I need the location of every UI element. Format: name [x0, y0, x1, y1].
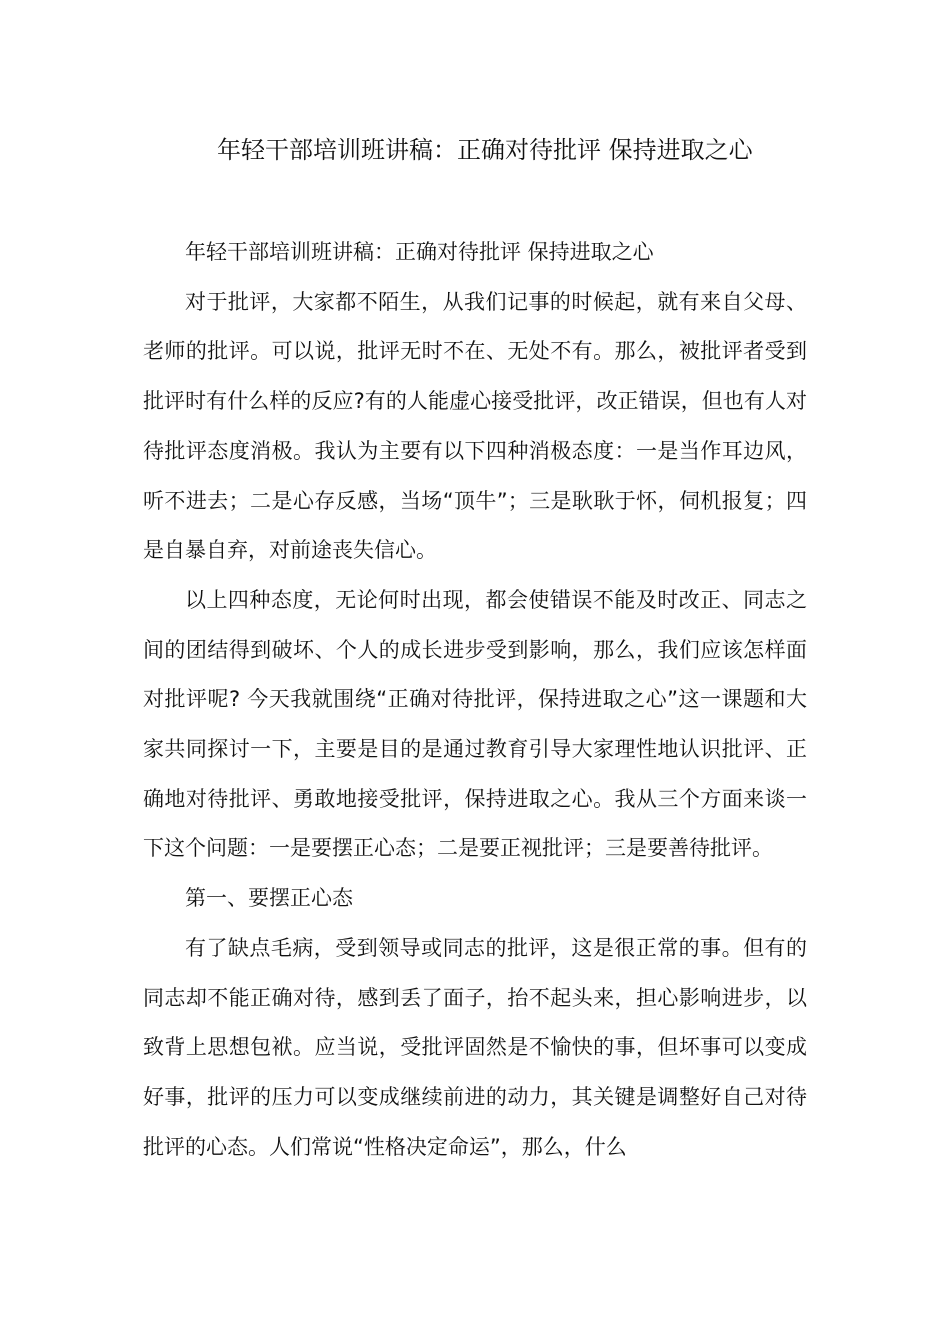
document-body	[143, 228, 807, 1172]
document-title-container	[217, 132, 817, 170]
paragraph-1: 对于批评，大家都不陌生，从我们记事的时候起，就有来自父母、老师的批评。可以说，批评无时不在、无处不有。那么，被批评者受到批评时有什么样的反应?有的人能虚心接受批评，改正错误，但也有人对待批评态度消极。我认为主要有以下四种消极态度：一是当作耳边风，听不进去；二是心存反感，当场“顶牛”；三是耿耿于怀，伺机报复；四是自暴自弃，对前途丧失信心。	[143, 289, 807, 563]
paragraph-subtitle: 年轻干部培训班讲稿：正确对待批评 保持进取之心	[185, 240, 654, 264]
section-heading-1: 第一、要摆正心态	[185, 886, 353, 911]
paragraph-2: 以上四种态度，无论何时出现，都会使错误不能及时改正、同志之间的团结得到破坏、个人的成长进步受到影响，那么，我们应该怎样面对批评呢? 今天我就围绕“正确对待批评，保持进取之心”这一课题和大家共同探讨一下，主要是目的是通过教育引导大家理性地认识批评、正确地对待批评、勇敢地接受批评，保持进取之心。我从三个方面来谈一下这个问题：一是要摆正心态；二是要正视批评；三是要善待批评。	[143, 587, 807, 861]
document-title: 年轻干部培训班讲稿：正确对待批评 保持进取之心	[217, 136, 753, 164]
paragraph-3: 有了缺点毛病，受到领导或同志的批评，这是很正常的事。但有的同志却不能正确对待，感到丢了面子，抬不起头来，担心影响进步，以致背上思想包袱。应当说，受批评固然是不愉快的事，但坏事可以变成好事，批评的压力可以变成继续前进的动力，其关键是调整好自己对待批评的心态。人们常说“性格决定命运”，那么，什么	[143, 935, 807, 1159]
